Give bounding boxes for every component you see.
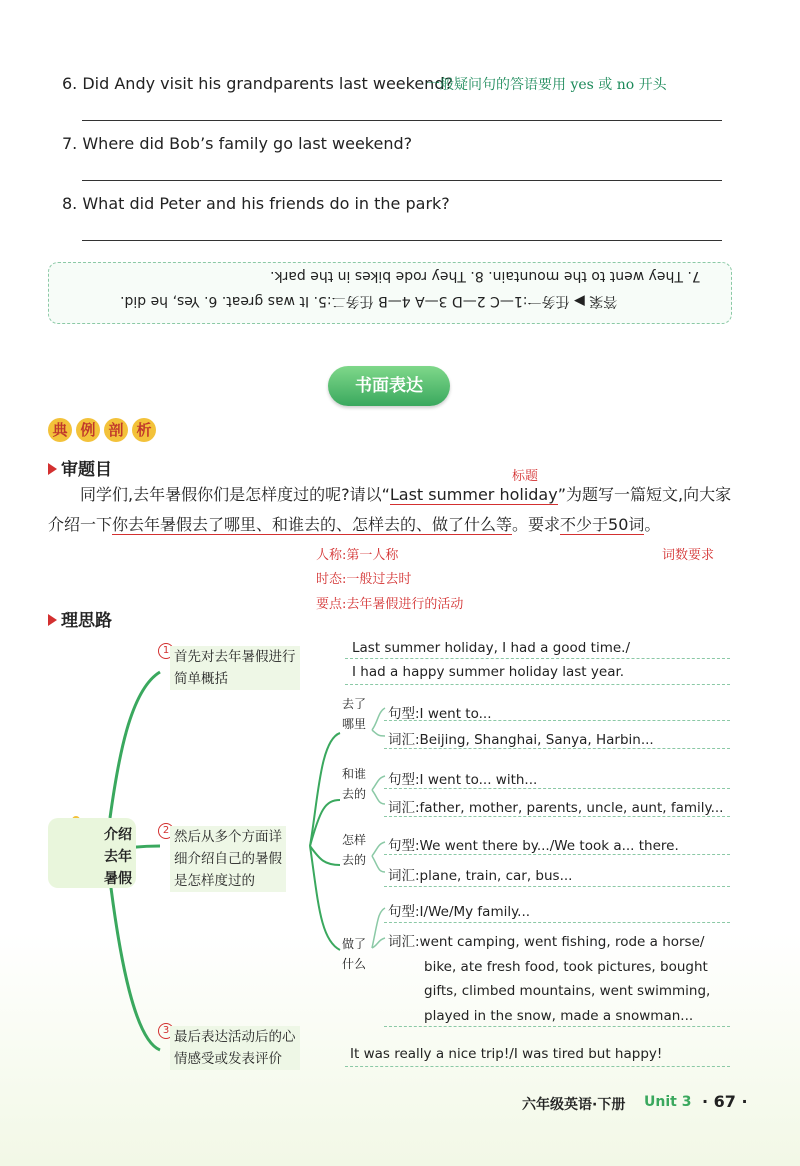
note-title: 标题 [512,469,539,484]
section-title: 书面表达 [328,366,450,406]
divider [345,1066,730,1067]
idea-heading: 理思路 [48,606,112,631]
title-text: Last summer holiday [389,485,558,504]
step-1-example-1: Last summer holiday, I had a good time./ [352,640,630,656]
example-char: 典 [48,418,72,442]
word-count-text: 不少于50词 [560,515,645,534]
step-3-label: 最后表达活动后的心 情感受或发表评价 [170,1026,300,1070]
step-3-example: It was really a nice trip!/I was tired but happy! [350,1046,663,1062]
step-2-label: 然后从多个方面详 细介绍自己的暑假 是怎样度过的 [170,826,286,892]
note-points: 要点:去年暑假进行的活动 [316,597,464,612]
task-paragraph: 同学们,去年暑假你们是怎样度过的呢?请以“Last summer holiday”为题写一篇短文,向大家介绍一下你去年暑假去了哪里、和谁去的、怎样去的、做了什么等。要求不少于50词。 [48,485,732,534]
branch-who-pattern: 句型:I went to... with... [388,772,538,788]
branch-how-pattern: 句型:We went there by.../We took a... there. [388,838,679,854]
divider [384,854,730,855]
divider [384,748,730,749]
branch-what-label: 做了 什么 [342,937,367,971]
footer-book: 六年级英语·下册 [522,1097,626,1113]
branch-how-vocab: 词汇:plane, train, car, bus... [388,868,573,884]
divider [345,684,730,685]
answer-key-line2: 7. They went to the mountain. 8. They rode bikes in the park. [270,268,701,284]
branch-where-vocab: 词汇:Beijing, Shanghai, Sanya, Harbin... [388,732,654,748]
divider [384,886,730,887]
branch-who-vocab: 词汇:father, mother, parents, uncle, aunt, family... [388,800,724,816]
step-3-number: 3 [158,1018,174,1039]
note-tense: 时态:一般过去时 [316,572,412,587]
branch-who-label: 和谁 去的 [342,767,367,801]
divider [384,922,730,923]
mindmap-center-label: 介绍 去年 暑假 [104,827,132,887]
branch-what-pattern: 句型:I/We/My family... [388,904,531,920]
divider [345,658,730,659]
divider [384,788,730,789]
question-7: 7. Where did Bob’s family go last weekend? [62,134,413,153]
branch-how-label: 怎样 去的 [342,833,367,867]
question-8: 8. What did Peter and his friends do in the park? [62,194,450,213]
step-1-label: 首先对去年暑假进行 简单概括 [170,646,300,690]
step-1-number: 1 [158,638,174,659]
task-heading: 审题目 [48,455,112,480]
footer-page-number: · 67 · [702,1092,748,1111]
note-words: 词数要求 [662,548,715,563]
step-1-example-2: I had a happy summer holiday last year. [352,664,625,680]
branch-what-vocab: 词汇:went camping, went fishing, rode a horse/ bike, ate fresh food, took pictures, bought gifts, climbed mountains, went swimming, played in the snow, made a snowman... [388,934,711,1024]
answer-key-line1: 答案 ▶ 任务一:1—C 2—D 3—A 4—B 任务二:5. It was great. 6. Yes, he did. [120,293,618,309]
step-2-number: 2 [158,818,174,839]
requirement-text: 你去年暑假去了哪里、和谁去的、怎样去的、做了什么等 [112,515,513,534]
example-char: 例 [76,418,100,442]
divider [384,816,730,817]
example-char: 剖 [104,418,128,442]
question-6-note: 一般疑问句的答语要用 yes 或 no 开头 [426,77,667,93]
question-6: 6. Did Andy visit his grandparents last weekend? [62,74,453,93]
divider [384,720,730,721]
note-person: 人称:第一人称 [316,548,399,563]
divider [384,1026,730,1027]
example-char: 析 [132,418,156,442]
branch-where-pattern: 句型:I went to... [388,706,492,722]
branch-where-label: 去了 哪里 [342,697,367,731]
footer-unit: Unit 3 [644,1094,692,1110]
